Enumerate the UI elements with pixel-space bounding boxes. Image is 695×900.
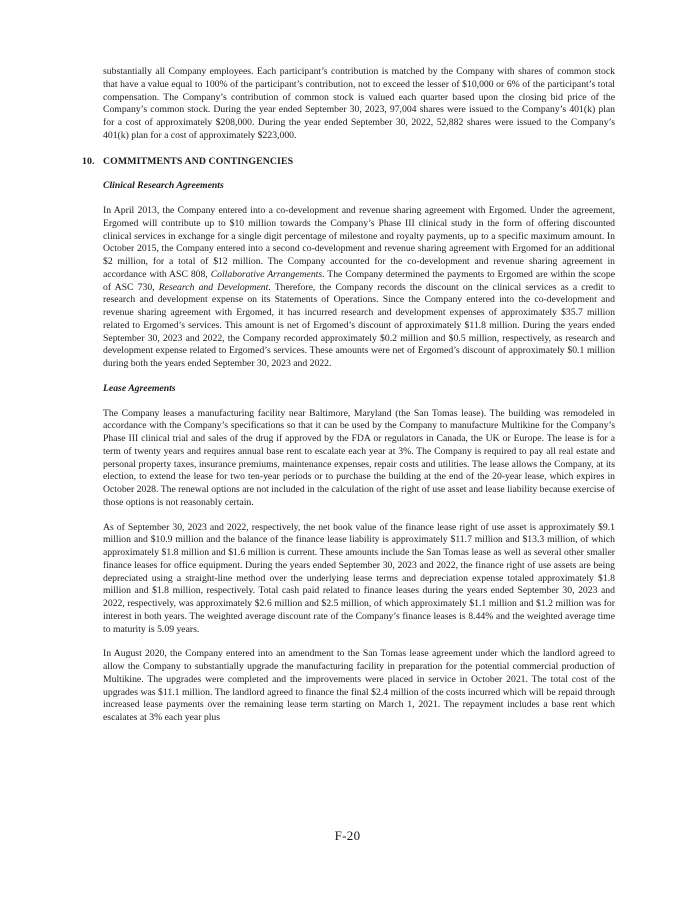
ergomed-text-part-3: . Therefore, the Company records the discount on the clinical services as a credit to research and development expense on its Statements of Operations. Since the Company entered into the co-development and revenue sharing agreement with Ergomed, it has incurred research and development expenses of approximately $35.7 million related to Ergomed’s services. This amount is net of Ergomed’s discount of approximately $11.8 million. During the years ended September 30, 2023 and 2022, the Company recorded approximately $0.2 million and $0.5 million, respectively, as research and development expense related to Ergomed’s services. These amounts were net of Ergomed’s discount of approximately $0.1 million during both the years ended September 30, 2023 and 2022.: [103, 281, 616, 369]
paragraph-401k-contributions: substantially all Company employees. Each participant’s contribution is matched by the Company with shares of common stock that have a value equal to 100% of the participant’s contribution, not to exceed the lesser of $10,000 or 6% of the participant’s total compensation. The Company’s contribution of common stock is valued each quarter based upon the closing bid price of the Company’s common stock. During the year ended September 30, 2023, 97,004 shares were issued to the Company’s 401(k) plan for a cost of approximately $208,000. During the year ended September 30, 2022, 52,882 shares were issued to the Company’s 401(k) plan for a cost of approximately $223,000.: [103, 66, 615, 141]
ergomed-text-part-1: In April 2013, the Company entered into a co-development and revenue sharing agreement with Ergomed. Under the agreement, Ergomed will contribute up to $10 million towards the Company’s Phase III clinical study in the form of offering discounted clinical services in exchange for a single digit percentage of milestone and royalty payments, up to a specific maximum amount. In October 2015, the Company entered into a second co-development and revenue sharing agreement with Ergomed for an additional $2 million, for a total of $12 million. The Company accounted for the co-development and revenue sharing agreement in accordance with ASC 808,: [103, 205, 615, 280]
ergomed-text-part-2: . The Company determined the payments to Ergomed are within the scope of ASC 730,: [103, 268, 616, 293]
subheading-lease-agreements: Lease Agreements: [103, 382, 176, 394]
paragraph-finance-lease-balances: As of September 30, 2023 and 2022, respectively, the net book value of the finance lease right of use asset is approximately $9.1 million and $10.9 million and the balance of the finance lease liability is approximately $11.7 million and $13.3 million, of which approximately $1.8 million and $1.6 million is current. These amounts include the San Tomas lease as well as several other smaller finance leases for office equipment. During the years ended September 30, 2023 and 2022, the finance right of use assets are being depreciated using a straight-line method over the underlying lease terms and depreciation expense totaled approximately $1.8 million and $1.8 million, respectively. Total cash paid related to finance leases during the years ended September 30, 2023 and 2022, respectively, was approximately $2.6 million and $2.5 million, of which approximately $1.1 million and $1.2 million was for interest in both years. The weighted average discount rate of the Company’s finance leases is 8.44% and the weighted average time to maturity is 5.09 years.: [103, 521, 615, 635]
document-body: [82, 66, 616, 725]
paragraph-san-tomas-lease: The Company leases a manufacturing facility near Baltimore, Maryland (the San Tomas lease). The building was remodeled in accordance with the Company’s specifications so that it can be used by the Company to manufacture Multikine for the Company’s Phase III clinical trial and sales of the drug if approved by the FDA or regulators in Canada, the UK or Europe. The lease is for a term of twenty years and requires annual base rent to escalate each year at 3%. The Company is required to pay all real estate and personal property taxes, insurance premiums, maintenance expenses, repair costs and utilities. The lease allows the Company, at its election, to extend the lease for two ten-year periods or to purchase the building at the end of the 20-year lease, which expires in October 2028. The renewal options are not included in the calculation of the right of use asset and lease liability because exercise of those options is not reasonably certain.: [103, 407, 615, 508]
asc-808-title: Collaborative Arrangements: [210, 268, 323, 280]
section-number: 10.: [82, 155, 95, 167]
asc-730-title: Research and Development: [158, 281, 269, 293]
paragraph-ergomed-agreement: [103, 205, 615, 371]
section-heading: [82, 155, 615, 169]
page-number: F-20: [334, 828, 361, 843]
section-title: COMMITMENTS AND CONTINGENCIES: [103, 155, 294, 167]
subheading-clinical-research: Clinical Research Agreements: [103, 180, 224, 192]
paragraph-lease-amendment: In August 2020, the Company entered into an amendment to the San Tomas lease agreement under which the landlord agreed to allow the Company to substantially upgrade the manufacturing facility in preparation for the potential commercial production of Multikine. The upgrades were completed and the improvements were placed in service in October 2021. The total cost of the upgrades was $11.1 million. The landlord agreed to finance the final $2.4 million of the costs incurred which will be repaid through increased lease payments over the remaining lease term starting on March 1, 2021. The repayment includes a base rent which escalates at 3% each year plus: [103, 648, 615, 723]
